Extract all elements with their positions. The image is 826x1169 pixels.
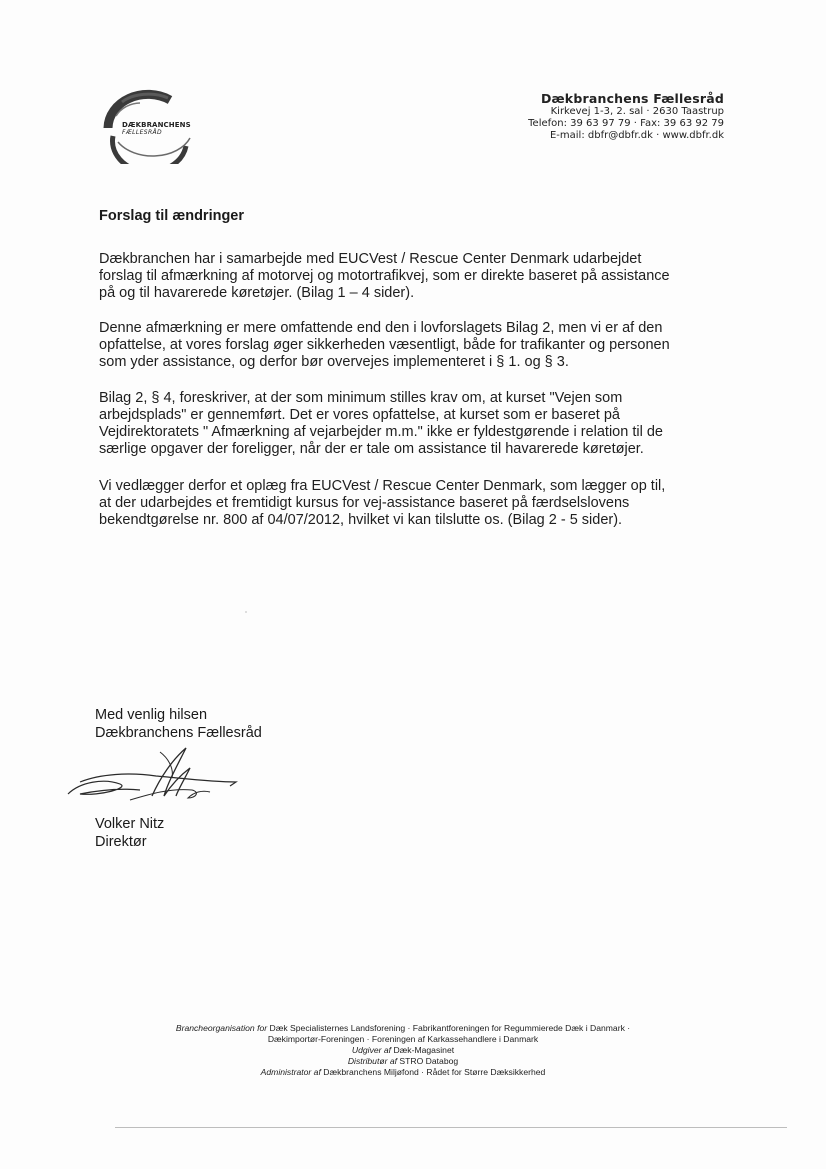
paragraph-line: arbejdsplads" er gennemført. Det er vores opfattelse, at kurset som er baseret på <box>99 407 620 423</box>
footer-text: STRO Databog <box>399 1056 459 1066</box>
footer-label: Brancheorganisation for <box>175 1023 268 1033</box>
paragraph-line: på og til havarerede køretøjer. (Bilag 1 – 4 sider). <box>99 285 415 301</box>
letter-footer <box>0 1023 806 1078</box>
scan-speck <box>245 611 247 613</box>
paragraph-4 <box>99 478 739 529</box>
paragraph-line: bekendtgørelse nr. 800 af 04/07/2012, hvilket vi kan tilslutte os. (Bilag 2 - 5 sider). <box>99 512 623 528</box>
signer-name: Volker Nitz <box>95 816 165 832</box>
paragraph-line: Vejdirektoratets " Afmærkning af vejarbejder m.m." ikke er fyldestgørende i relation til de <box>99 424 663 440</box>
org-address: Kirkevej 1-3, 2. sal · 2630 Taastrup <box>550 106 724 117</box>
paragraph-line: særlige opgaver der foreligger, når der er tale om assistance til havarerede køretøjer. <box>99 441 644 457</box>
paragraph-2 <box>99 320 739 371</box>
footer-line-4 <box>0 1056 806 1067</box>
footer-label: Distributør af <box>347 1056 398 1066</box>
letter-title: Forslag til ændringer <box>99 208 245 224</box>
signer-block <box>95 815 164 851</box>
footer-line-3 <box>0 1045 806 1056</box>
paragraph-line: Bilag 2, § 4, foreskriver, at der som minimum stilles krav om, at kurset "Vejen som <box>99 390 623 406</box>
logo-line-2: FÆLLESRÅD <box>122 129 163 136</box>
paragraph-line: som yder assistance, og derfor bør overvejes implementeret i § 1. og § 3. <box>99 354 569 370</box>
org-name: Dækbranchens Fællesråd <box>540 91 724 106</box>
org-email: E-mail: dbfr@dbfr.dk · www.dbfr.dk <box>549 130 724 141</box>
signer-title: Direktør <box>95 834 147 850</box>
closing-block <box>95 706 262 742</box>
footer-text: Dæk Specialisternes Landsforening · Fabrikantforeningen for Regummierede Dæk i Danmark · <box>269 1023 631 1033</box>
paragraph-line: forslag til afmærkning af motorvej og motortrafikvej, som er direkte baseret på assistance <box>99 268 670 284</box>
organization-logo <box>98 86 208 164</box>
paragraph-1 <box>99 251 739 302</box>
logo-line-1: DÆKBRANCHENS <box>122 121 191 129</box>
handwritten-signature <box>60 738 250 808</box>
paragraph-line: Denne afmærkning er mere omfattende end den i lovforslagets Bilag 2, men vi er af den <box>99 320 663 336</box>
footer-line-1 <box>0 1023 806 1034</box>
footer-text: Dæk-Magasinet <box>393 1045 455 1055</box>
footer-line-5 <box>0 1067 806 1078</box>
closing-greeting: Med venlig hilsen <box>95 707 208 723</box>
paragraph-line: Dækbranchen har i samarbejde med EUCVest / Rescue Center Denmark udarbejdet <box>99 251 642 267</box>
paragraph-line: opfattelse, at vores forslag øger sikkerheden væsentligt, både for trafikanter og personen <box>99 337 670 353</box>
footer-line-2: Dækimportør-Foreningen · Foreningen af Karkassehandlere i Danmark <box>267 1034 539 1044</box>
letterhead-address <box>528 91 724 142</box>
footer-text: Dækbranchens Miljøfond · Rådet for Større Dæksikkerhed <box>323 1067 546 1077</box>
footer-label: Administrator af <box>260 1067 321 1077</box>
paragraph-line: Vi vedlægger derfor et oplæg fra EUCVest / Rescue Center Denmark, som lægger op til, <box>99 478 666 494</box>
closing-org: Dækbranchens Fællesråd <box>95 725 262 741</box>
footer-label: Udgiver af <box>351 1045 392 1055</box>
paragraph-line: at der udarbejdes et fremtidigt kursus for vej-assistance baseret på færdselslovens <box>99 495 630 511</box>
paragraph-3 <box>99 390 739 458</box>
footer-divider <box>115 1127 787 1128</box>
org-phone: Telefon: 39 63 97 79 · Fax: 39 63 92 79 <box>528 118 724 129</box>
